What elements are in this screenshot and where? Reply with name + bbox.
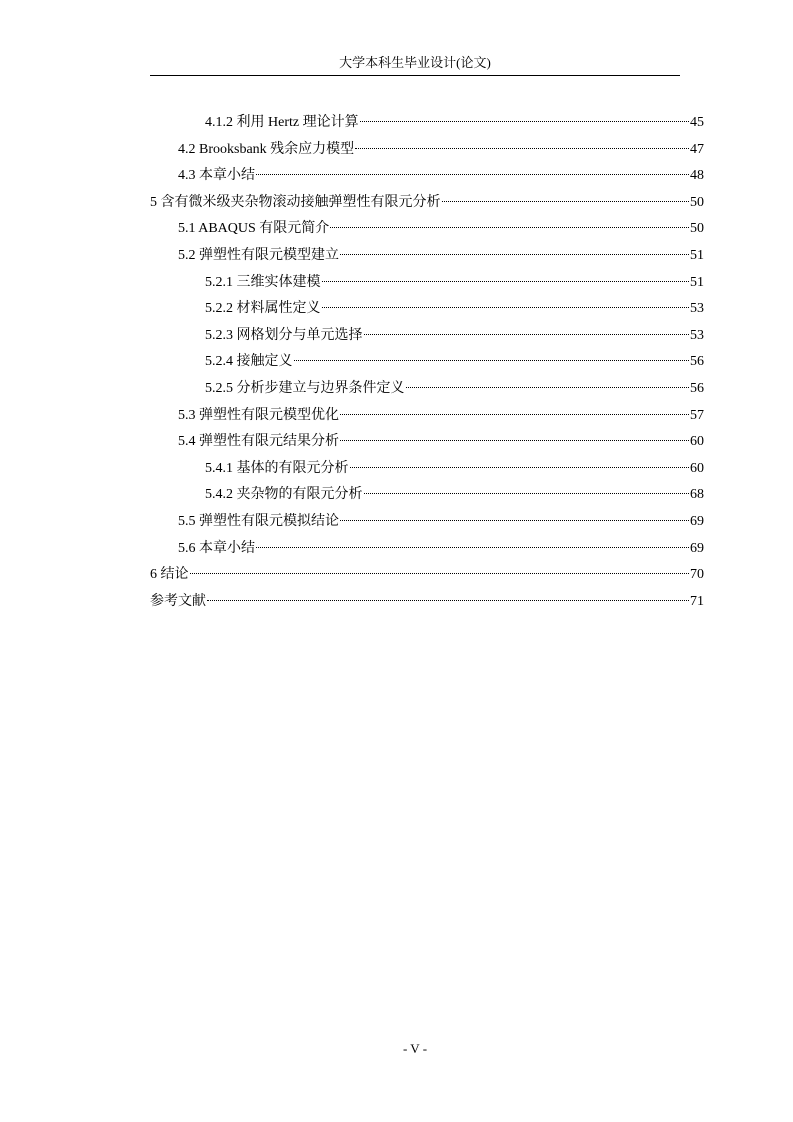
toc-entry-label: 5.5 弹塑性有限元模拟结论 [178,513,339,529]
toc-dot-leader [322,307,690,308]
toc-entry[interactable] [150,536,704,563]
toc-entry-label: 5.2.3 网格划分与单元选择 [205,327,363,343]
toc-dot-leader [190,573,690,574]
toc-dot-leader [340,520,689,521]
toc-dot-leader [364,334,690,335]
toc-entry-page: 68 [690,487,704,503]
toc-entry-page: 47 [690,141,704,157]
toc-entry-page: 57 [690,407,704,423]
toc-entry[interactable] [150,482,704,509]
toc-entry[interactable] [150,110,704,137]
header-divider [150,75,680,76]
toc-entry-page: 50 [690,221,704,237]
toc-entry[interactable] [150,216,704,243]
toc-entry-label: 参考文献 [150,593,206,609]
toc-entry-label: 5.2.5 分析步建立与边界条件定义 [205,380,405,396]
toc-dot-leader [340,440,689,441]
toc-entry[interactable] [150,296,704,323]
toc-entry-label: 6 结论 [150,567,189,583]
toc-entry[interactable] [150,429,704,456]
toc-entry-label: 5.2.1 三维实体建模 [205,274,321,290]
toc-entry-page: 71 [690,593,704,609]
toc-entry-page: 56 [690,380,704,396]
toc-entry[interactable] [150,163,704,190]
toc-dot-leader [406,387,690,388]
toc-entry-label: 5.2.4 接触定义 [205,354,293,370]
toc-entry-page: 45 [690,115,704,130]
table-of-contents [150,110,704,615]
toc-entry-page: 53 [690,301,704,317]
toc-dot-leader [256,174,689,175]
toc-entry[interactable] [150,190,704,217]
toc-entry[interactable] [150,137,704,164]
toc-entry[interactable] [150,270,704,297]
toc-entry-label: 5.1 ABAQUS 有限元简介 [178,221,330,237]
toc-dot-leader [330,227,689,228]
toc-entry-label: 4.2 Brooksbank 残余应力模型 [178,141,355,157]
toc-entry[interactable] [150,376,704,403]
toc-entry-label: 5.2 弹塑性有限元模型建立 [178,247,339,263]
toc-entry-page: 56 [690,354,704,370]
toc-entry-label: 5 含有微米级夹杂物滚动接触弹塑性有限元分析 [150,194,441,210]
toc-entry[interactable] [150,456,704,483]
toc-entry-page: 60 [690,460,704,476]
toc-entry-page: 50 [690,194,704,210]
toc-entry-label: 5.4 弹塑性有限元结果分析 [178,434,339,450]
toc-dot-leader [340,414,689,415]
toc-entry[interactable] [150,509,704,536]
toc-entry[interactable] [150,243,704,270]
toc-entry[interactable] [150,349,704,376]
toc-entry[interactable] [150,323,704,350]
toc-entry[interactable] [150,562,704,589]
toc-dot-leader [340,254,689,255]
toc-entry-label: 5.4.2 夹杂物的有限元分析 [205,487,363,503]
footer-page-number: - V - [402,1041,428,1056]
toc-dot-leader [294,360,690,361]
toc-dot-leader [355,148,689,149]
toc-entry-label: 5.3 弹塑性有限元模型优化 [178,407,339,423]
toc-entry-page: 51 [690,274,704,290]
toc-entry[interactable] [150,589,704,616]
toc-entry-page: 70 [690,567,704,583]
toc-dot-leader [350,467,690,468]
toc-entry-page: 48 [690,168,704,184]
toc-dot-leader [256,547,689,548]
toc-entry-label: 5.6 本章小结 [178,540,255,556]
toc-dot-leader [322,281,690,282]
toc-entry-page: 69 [690,513,704,529]
toc-entry-page: 60 [690,434,704,450]
toc-dot-leader [442,201,690,202]
toc-dot-leader [207,600,689,601]
toc-entry-label: 5.2.2 材料属性定义 [205,301,321,317]
toc-dot-leader [360,121,689,122]
toc-entry-label: 5.4.1 基体的有限元分析 [205,460,349,476]
toc-entry-label: 4.1.2 利用 Hertz 理论计算 [205,115,359,130]
toc-entry-label: 4.3 本章小结 [178,168,255,184]
toc-entry-page: 53 [690,327,704,343]
toc-entry-page: 51 [690,247,704,263]
toc-dot-leader [364,493,690,494]
header-title: 大学本科生毕业设计(论文) [339,55,491,70]
toc-entry-page: 69 [690,540,704,556]
toc-entry[interactable] [150,403,704,430]
